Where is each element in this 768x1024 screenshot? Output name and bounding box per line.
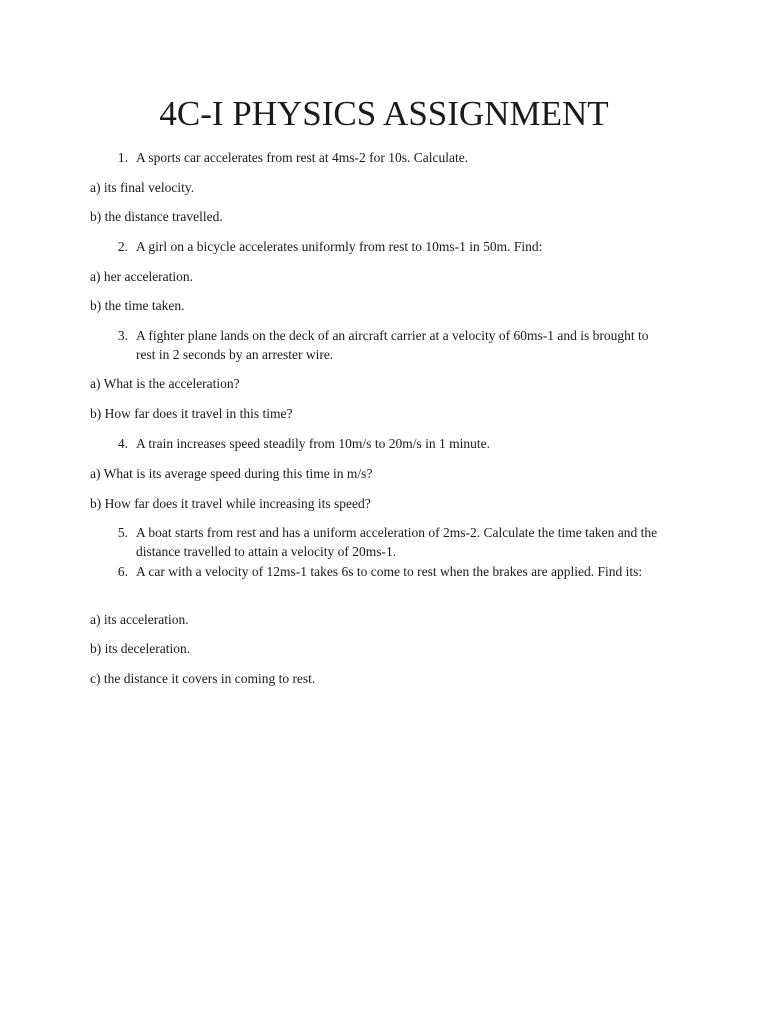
question-text: A girl on a bicycle accelerates uniformly from rest to 10ms-1 in 50m. Find: [136, 239, 543, 254]
sub-question: a) What is its average speed during this time in m/s? [90, 466, 373, 481]
question-text: A boat starts from rest and has a uniform acceleration of 2ms-2. Calculate the time taken and the distance travelled to attain a velocity of 20ms-1. [136, 525, 658, 559]
sub-question: b) the time taken. [90, 298, 185, 313]
question-text: A sports car accelerates from rest at 4ms-2 for 10s. Calculate. [136, 150, 469, 165]
question-text: A train increases speed steadily from 10m/s to 20m/s in 1 minute. [136, 436, 490, 451]
sub-question: b) How far does it travel in this time? [90, 406, 293, 421]
sub-question: a) What is the acceleration? [90, 376, 240, 391]
sub-question: a) its final velocity. [90, 180, 195, 195]
sub-question: b) the distance travelled. [90, 209, 223, 224]
question-number: 3. [117, 328, 128, 343]
sub-question: a) her acceleration. [90, 269, 194, 284]
document-title: 4C-I PHYSICS ASSIGNMENT [159, 94, 609, 133]
question-number: 6. [117, 564, 128, 579]
question-text: A fighter plane lands on the deck of an aircraft carrier at a velocity of 60ms-1 and is brought to rest in 2 seconds by an arrester wire. [136, 328, 649, 362]
question-number: 1. [117, 150, 128, 165]
sub-question: c) the distance it covers in coming to rest. [90, 671, 316, 686]
sub-question: b) its deceleration. [90, 641, 191, 656]
question-number: 5. [117, 525, 128, 540]
sub-question: a) its acceleration. [90, 612, 189, 627]
sub-question: b) How far does it travel while increasing its speed? [90, 496, 371, 511]
question-text: A car with a velocity of 12ms-1 takes 6s to come to rest when the brakes are applied. Find its: [136, 564, 643, 579]
question-number: 2. [117, 239, 128, 254]
question-number: 4. [117, 436, 128, 451]
